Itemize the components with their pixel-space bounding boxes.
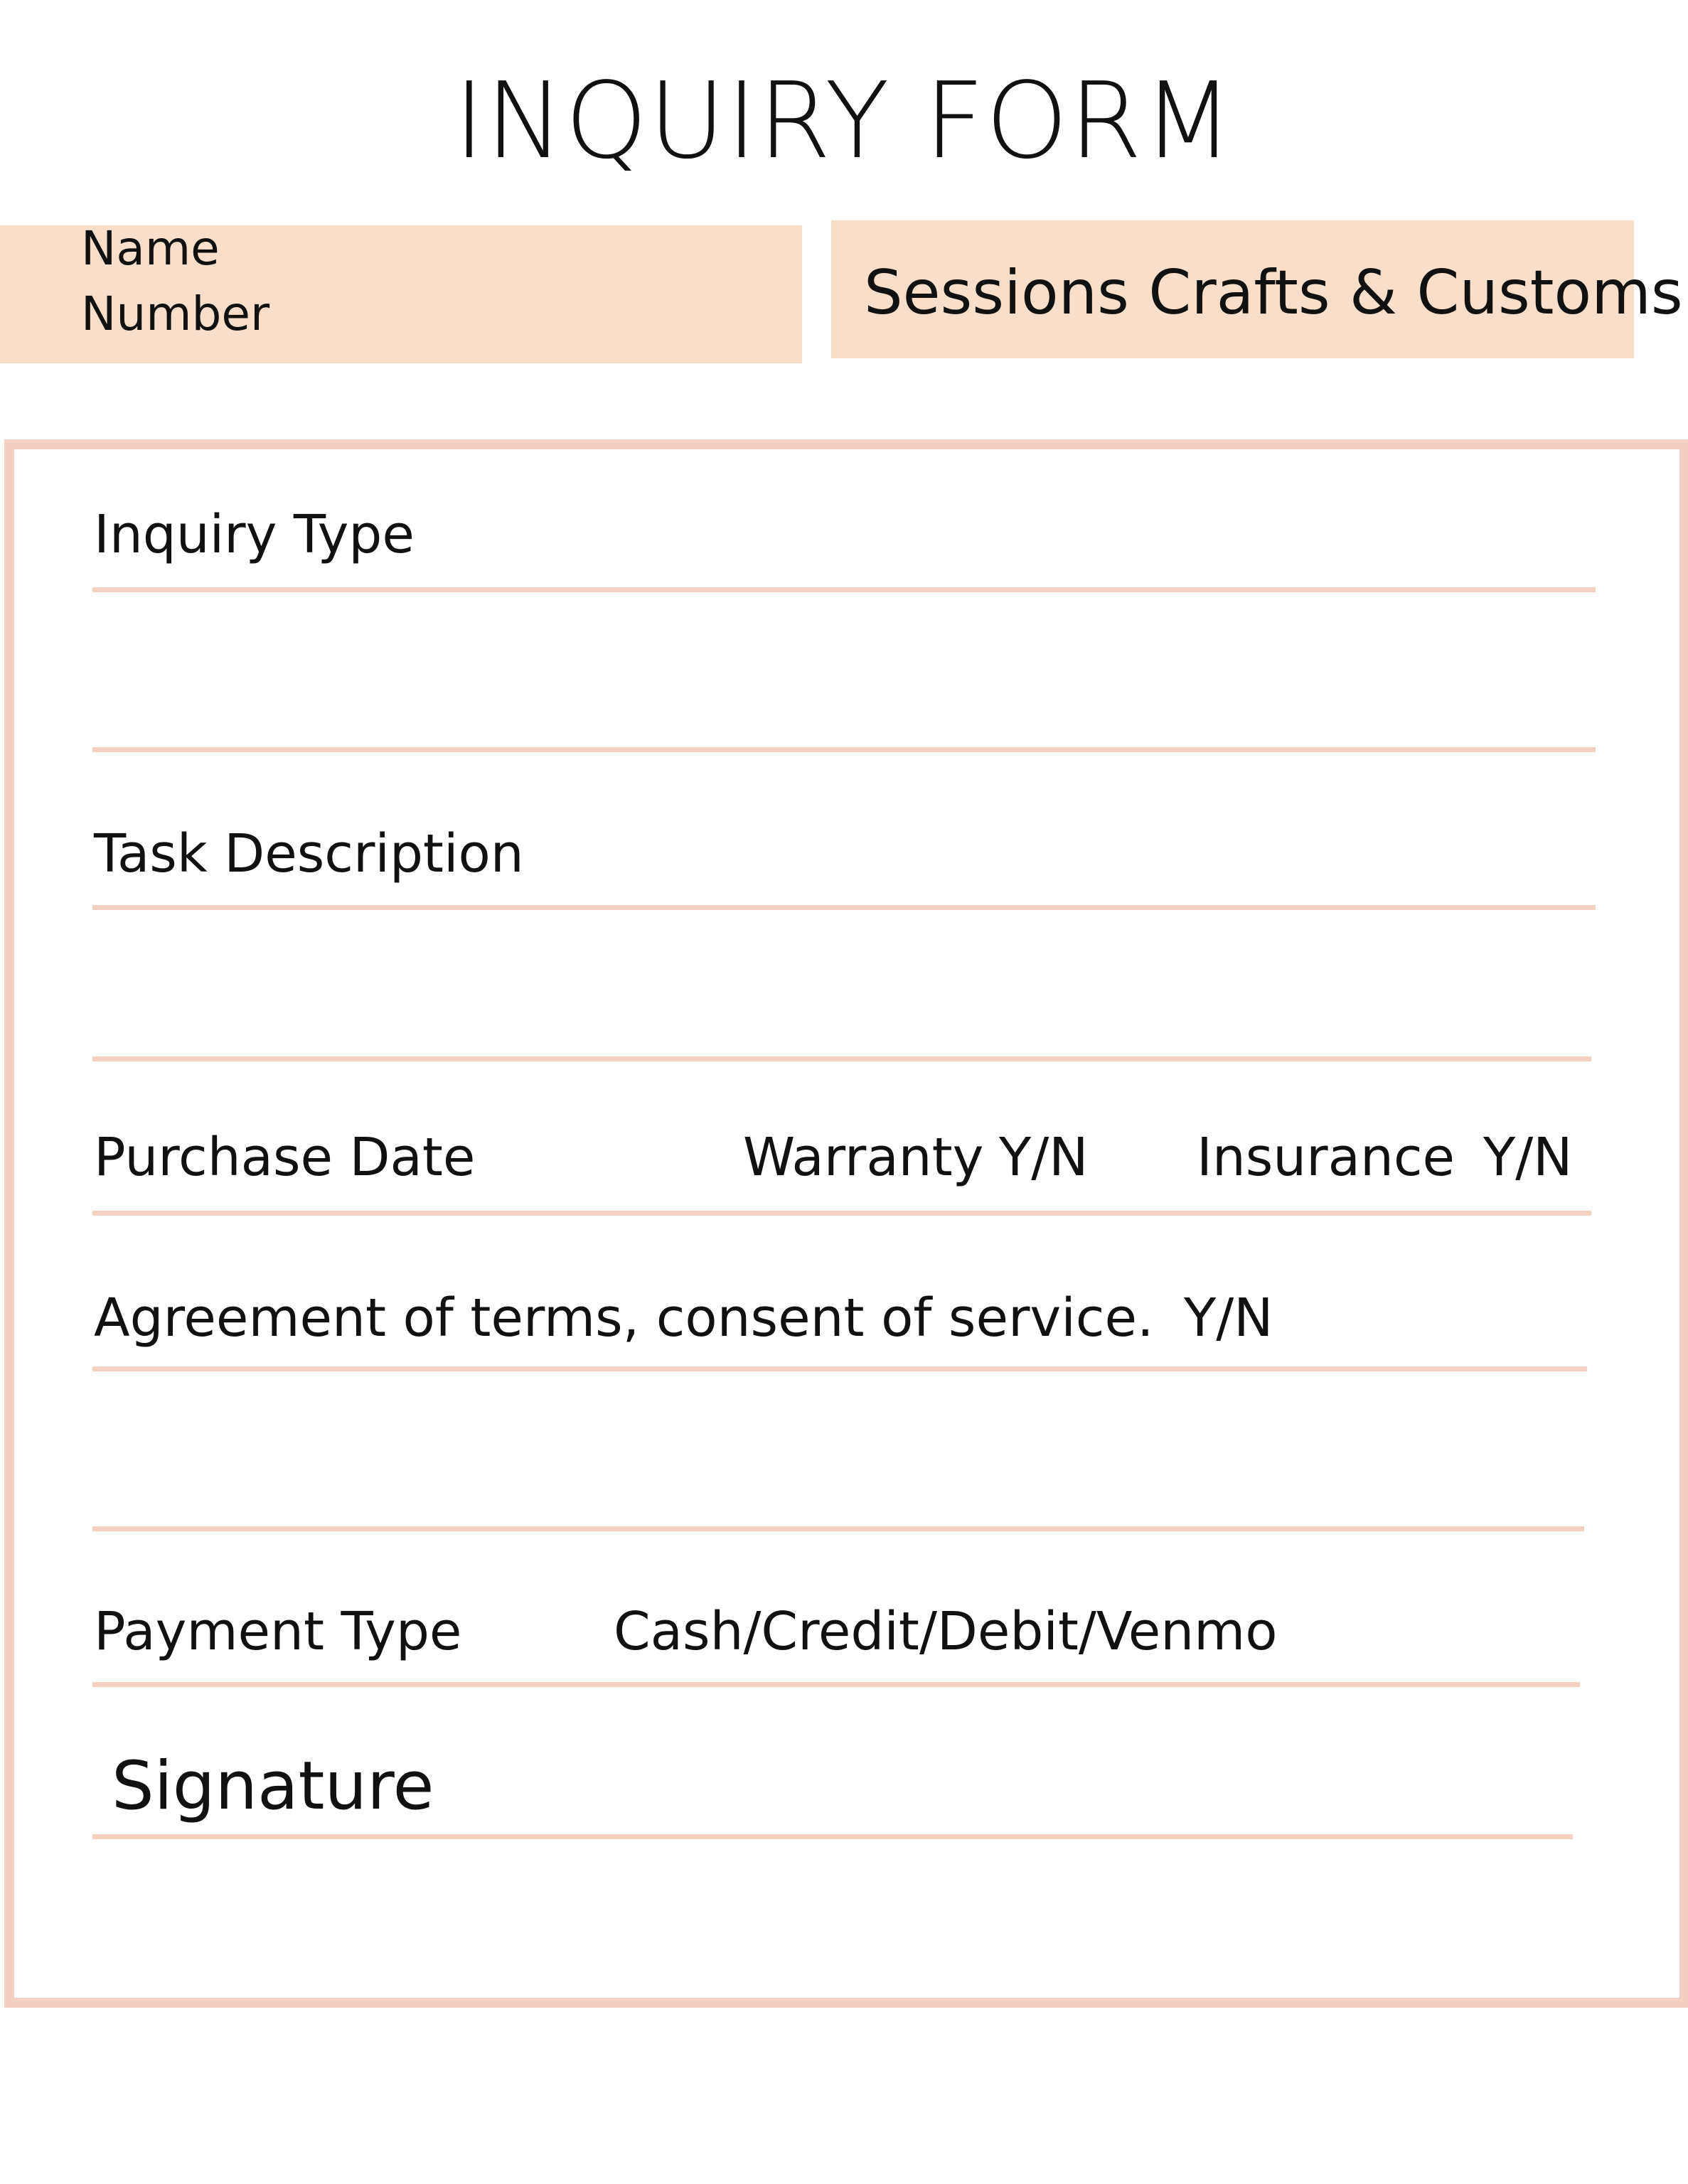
payment-options: Cash/Credit/Debit/Venmo (614, 1601, 1278, 1662)
purchase-date-line[interactable] (92, 1211, 1591, 1216)
inquiry-type-extra-line[interactable] (92, 747, 1596, 752)
agreement-options: Y/N (1184, 1288, 1273, 1349)
payment-type-label: Payment Type (94, 1601, 462, 1662)
payment-type-line[interactable] (92, 1682, 1580, 1687)
task-description-line[interactable] (92, 905, 1596, 910)
form-title: INQUIRY FORM (454, 60, 1234, 182)
agreement-line[interactable] (92, 1366, 1587, 1371)
warranty-label: Warranty (743, 1127, 984, 1188)
inquiry-type-label: Inquiry Type (94, 504, 415, 565)
task-description-extra-line[interactable] (92, 1056, 1591, 1061)
insurance-options: Y/N (1483, 1127, 1573, 1188)
agreement-extra-line[interactable] (92, 1526, 1584, 1531)
business-name: Sessions Crafts & Customs (864, 257, 1683, 328)
agreement-label: Agreement of terms, consent of service. (94, 1288, 1154, 1349)
signature-label: Signature (112, 1747, 434, 1825)
warranty-options: Y/N (999, 1127, 1089, 1188)
signature-line[interactable] (92, 1834, 1573, 1839)
name-label: Name (81, 221, 220, 276)
task-description-label: Task Description (94, 823, 524, 884)
insurance-label: Insurance (1197, 1127, 1455, 1188)
number-label: Number (81, 287, 270, 341)
inquiry-type-line[interactable] (92, 587, 1596, 592)
purchase-date-label: Purchase Date (94, 1127, 476, 1188)
